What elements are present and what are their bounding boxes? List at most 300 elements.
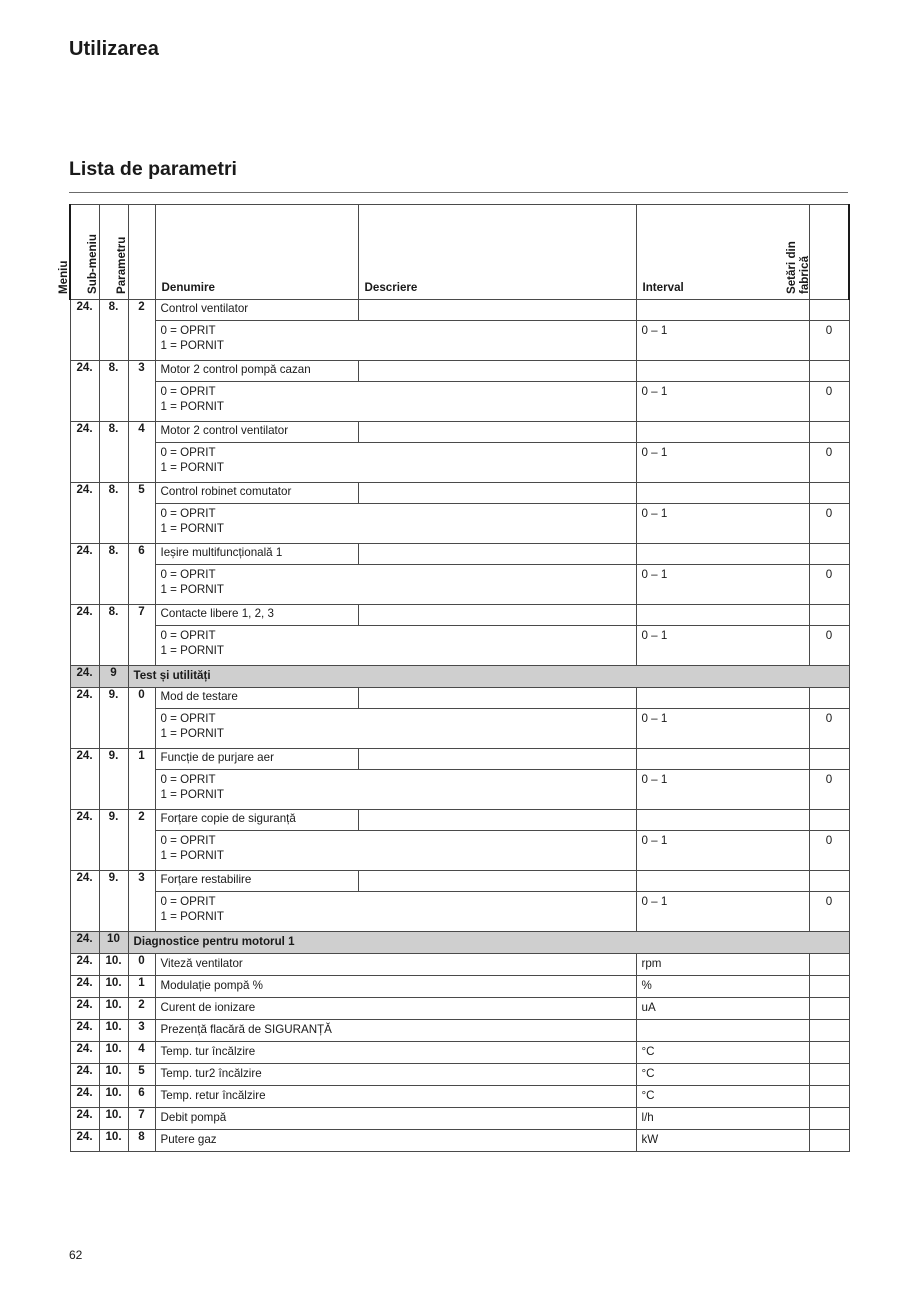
descriere-line-2: 1 = PORNIT [160, 521, 224, 535]
column-header-descriere [358, 205, 636, 300]
cell-setari-empty-text [810, 871, 849, 875]
cell-interval [636, 976, 809, 998]
descriere-line-1: 0 = OPRIT [160, 385, 216, 398]
cell-denumire-text: Motor 2 control ventilator [160, 424, 289, 437]
section-header-label-text: Test și utilități [133, 669, 211, 682]
cell-setari-empty-text [810, 483, 849, 487]
cell-parametru: 4 [128, 422, 155, 483]
cell-descriere-empty-text [359, 544, 636, 548]
cell-denumire-text: Curent de ionizare [160, 1001, 256, 1014]
table-row [70, 998, 849, 1020]
cell-meniu: 24. [70, 954, 99, 976]
cell-parametru: 0 [128, 688, 155, 749]
cell-descriere [155, 321, 636, 361]
cell-setari [809, 504, 849, 544]
table-row [70, 1130, 849, 1152]
cell-parametru: 2 [128, 810, 155, 871]
parameter-list-table [57, 204, 850, 1152]
column-header-parametru [114, 205, 155, 300]
cell-sub-meniu: 10. [99, 1086, 128, 1108]
descriere-line-1: 0 = OPRIT [160, 712, 216, 725]
cell-interval-text: °C [641, 1045, 655, 1058]
cell-descriere-empty [358, 483, 636, 504]
cell-setari-text [810, 998, 849, 1003]
cell-setari-text [810, 1042, 849, 1047]
cell-interval-text: kW [641, 1133, 659, 1146]
cell-meniu: 24. [70, 688, 99, 749]
cell-denumire-text: Temp. tur2 încălzire [160, 1067, 262, 1080]
cell-interval [636, 1130, 809, 1152]
cell-descriere-empty [358, 810, 636, 831]
cell-parametru: 5 [128, 1064, 155, 1086]
cell-setari-text: 0 [825, 629, 833, 642]
title-divider [69, 192, 848, 193]
cell-interval-empty-text [637, 688, 809, 692]
table-row-description [70, 443, 849, 483]
cell-setari [809, 565, 849, 605]
descriere-line-1: 0 = OPRIT [160, 629, 216, 642]
cell-interval-empty-text [637, 300, 809, 304]
cell-sub-meniu: 9. [99, 871, 128, 932]
cell-descriere [155, 770, 636, 810]
cell-descriere-text [156, 565, 636, 602]
cell-denumire-text: Funcție de purjare aer [160, 751, 274, 764]
cell-setari [809, 626, 849, 666]
cell-setari-text: 0 [825, 568, 833, 581]
cell-interval-text: 0 – 1 [641, 773, 668, 786]
cell-sub-meniu: 10. [99, 1064, 128, 1086]
table-row [70, 605, 849, 626]
cell-descriere-empty-text [359, 422, 636, 426]
cell-descriere [155, 709, 636, 749]
cell-sub-meniu: 10. [99, 1108, 128, 1130]
cell-denumire [155, 1130, 636, 1152]
column-header-descriere-label: Descriere [364, 281, 418, 294]
table-section-header-row [70, 932, 849, 954]
column-header-interval-label: Interval [642, 281, 684, 294]
cell-meniu: 24. [70, 1130, 99, 1152]
cell-interval [636, 1064, 809, 1086]
cell-interval-empty-text [637, 871, 809, 875]
descriere-line-2: 1 = PORNIT [160, 726, 224, 740]
column-header-setari-label: Setări din fabrică [784, 241, 811, 294]
cell-meniu: 24. [70, 300, 99, 361]
cell-descriere-text [156, 831, 636, 868]
cell-parametru: 7 [128, 605, 155, 666]
cell-parametru: 2 [128, 300, 155, 361]
cell-descriere-empty-text [359, 300, 636, 304]
cell-sub-meniu: 9. [99, 688, 128, 749]
cell-setari [809, 443, 849, 483]
cell-meniu: 24. [70, 544, 99, 605]
cell-denumire [155, 954, 636, 976]
cell-descriere-text [156, 892, 636, 929]
cell-descriere-text [156, 770, 636, 807]
cell-setari-empty [809, 544, 849, 565]
cell-sub-meniu: 9. [99, 810, 128, 871]
table-row-description [70, 709, 849, 749]
table-row-description [70, 831, 849, 871]
table-row [70, 1042, 849, 1064]
cell-meniu: 24. [70, 666, 99, 688]
cell-setari [809, 1042, 849, 1064]
cell-meniu: 24. [70, 976, 99, 998]
cell-denumire [155, 810, 358, 831]
table-row-description [70, 565, 849, 605]
cell-setari-empty [809, 361, 849, 382]
cell-interval-empty [636, 422, 809, 443]
cell-meniu: 24. [70, 1064, 99, 1086]
cell-denumire-text: Viteză ventilator [160, 957, 243, 970]
section-header-label-text: Diagnostice pentru motorul 1 [133, 935, 295, 948]
cell-denumire [155, 544, 358, 565]
cell-interval-text [637, 1020, 809, 1025]
cell-interval [636, 321, 809, 361]
cell-descriere-empty-text [359, 749, 636, 753]
cell-parametru: 6 [128, 1086, 155, 1108]
cell-setari-empty-text [810, 544, 849, 548]
cell-parametru: 3 [128, 361, 155, 422]
cell-denumire-text: Debit pompă [160, 1111, 227, 1124]
descriere-line-1: 0 = OPRIT [160, 568, 216, 581]
cell-setari [809, 976, 849, 998]
cell-descriere-empty [358, 300, 636, 321]
cell-descriere-empty-text [359, 688, 636, 692]
cell-sub-meniu: 8. [99, 300, 128, 361]
cell-interval [636, 954, 809, 976]
descriere-line-2: 1 = PORNIT [160, 848, 224, 862]
cell-setari-text: 0 [825, 324, 833, 337]
table-body [57, 205, 849, 1152]
cell-interval [636, 626, 809, 666]
cell-interval-text: °C [641, 1089, 655, 1102]
cell-meniu: 24. [70, 1020, 99, 1042]
cell-interval-empty-text [637, 483, 809, 487]
cell-parametru: 3 [128, 871, 155, 932]
cell-descriere [155, 831, 636, 871]
cell-parametru: 1 [128, 976, 155, 998]
cell-meniu: 24. [70, 932, 99, 954]
cell-denumire-text: Modulație pompă % [160, 979, 263, 992]
cell-sub-meniu: 8. [99, 483, 128, 544]
table-row [70, 1020, 849, 1042]
cell-setari-empty-text [810, 300, 849, 304]
cell-setari-text [810, 1064, 849, 1069]
cell-descriere-empty [358, 688, 636, 709]
cell-interval [636, 1020, 809, 1042]
cell-interval [636, 1086, 809, 1108]
cell-descriere-text [156, 321, 636, 358]
cell-denumire [155, 605, 358, 626]
cell-setari-text [810, 1130, 849, 1135]
cell-interval [636, 709, 809, 749]
cell-descriere [155, 443, 636, 483]
cell-setari [809, 709, 849, 749]
cell-interval-text: 0 – 1 [641, 507, 668, 520]
table-row-description [70, 770, 849, 810]
cell-interval [636, 504, 809, 544]
table-section-header-row [70, 666, 849, 688]
cell-interval-empty [636, 300, 809, 321]
cell-interval [636, 443, 809, 483]
cell-setari-empty-text [810, 749, 849, 753]
cell-setari [809, 1130, 849, 1152]
cell-setari-text: 0 [825, 773, 833, 786]
descriere-line-2: 1 = PORNIT [160, 909, 224, 923]
cell-descriere-empty [358, 544, 636, 565]
cell-setari [809, 1108, 849, 1130]
cell-parametru: 5 [128, 483, 155, 544]
cell-denumire-text: Control ventilator [160, 302, 249, 315]
cell-denumire-text: Prezență flacără de SIGURANȚĂ [160, 1023, 332, 1036]
cell-sub-meniu: 10. [99, 998, 128, 1020]
cell-interval [636, 1108, 809, 1130]
cell-interval-text: 0 – 1 [641, 834, 668, 847]
descriere-line-2: 1 = PORNIT [160, 460, 224, 474]
cell-descriere [155, 626, 636, 666]
cell-denumire-text: Ieșire multifuncțională 1 [160, 546, 283, 559]
cell-descriere-text [156, 626, 636, 663]
cell-parametru: 8 [128, 1130, 155, 1152]
cell-interval-text: 0 – 1 [641, 712, 668, 725]
cell-interval-text: 0 – 1 [641, 629, 668, 642]
cell-interval [636, 382, 809, 422]
table-row [70, 976, 849, 998]
descriere-line-1: 0 = OPRIT [160, 773, 216, 786]
cell-denumire [155, 749, 358, 770]
table-row [70, 749, 849, 770]
chapter-title: Utilizarea [69, 38, 159, 60]
cell-sub-meniu: 8. [99, 544, 128, 605]
cell-setari-text [810, 1108, 849, 1113]
cell-denumire-text: Forțare restabilire [160, 873, 252, 886]
descriere-line-2: 1 = PORNIT [160, 643, 224, 657]
table-header-row [70, 205, 849, 300]
cell-sub-meniu: 8. [99, 422, 128, 483]
table-row-description [70, 382, 849, 422]
cell-sub-meniu: 10. [99, 1020, 128, 1042]
cell-denumire [155, 1086, 636, 1108]
cell-interval-text: 0 – 1 [641, 385, 668, 398]
cell-sub-meniu: 9. [99, 749, 128, 810]
cell-denumire [155, 422, 358, 443]
cell-setari-text: 0 [825, 712, 833, 725]
cell-denumire-text: Mod de testare [160, 690, 238, 703]
cell-interval-empty [636, 361, 809, 382]
cell-parametru: 2 [128, 998, 155, 1020]
cell-denumire [155, 1042, 636, 1064]
cell-descriere-empty [358, 749, 636, 770]
cell-meniu: 24. [70, 1108, 99, 1130]
cell-descriere-empty [358, 361, 636, 382]
cell-parametru: 4 [128, 1042, 155, 1064]
descriere-line-2: 1 = PORNIT [160, 582, 224, 596]
cell-denumire [155, 1064, 636, 1086]
cell-interval-text: rpm [641, 957, 662, 970]
section-header-label [128, 932, 849, 954]
cell-denumire-text: Motor 2 control pompă cazan [160, 363, 311, 376]
cell-denumire [155, 998, 636, 1020]
cell-parametru: 7 [128, 1108, 155, 1130]
cell-interval-text: l/h [641, 1111, 654, 1124]
cell-descriere-empty [358, 605, 636, 626]
cell-denumire-text: Temp. retur încălzire [160, 1089, 266, 1102]
cell-setari-empty [809, 300, 849, 321]
column-header-parametru-label: Parametru [114, 236, 128, 294]
cell-descriere-empty [358, 871, 636, 892]
cell-denumire [155, 976, 636, 998]
descriere-line-1: 0 = OPRIT [160, 834, 216, 847]
cell-meniu: 24. [70, 1086, 99, 1108]
cell-meniu: 24. [70, 1042, 99, 1064]
cell-setari-empty [809, 688, 849, 709]
cell-setari-empty [809, 871, 849, 892]
cell-denumire [155, 1108, 636, 1130]
cell-setari [809, 831, 849, 871]
cell-setari [809, 1086, 849, 1108]
cell-meniu: 24. [70, 871, 99, 932]
column-header-denumire-label: Denumire [161, 281, 215, 294]
descriere-line-1: 0 = OPRIT [160, 895, 216, 908]
cell-interval-empty [636, 605, 809, 626]
cell-sub-meniu: 10. [99, 1130, 128, 1152]
cell-descriere [155, 565, 636, 605]
column-header-setari-din-fabrica [784, 205, 849, 300]
cell-setari-empty-text [810, 688, 849, 692]
cell-setari-text [810, 954, 849, 959]
page-title: Lista de parametri [69, 158, 237, 180]
cell-meniu: 24. [70, 998, 99, 1020]
descriere-line-1: 0 = OPRIT [160, 446, 216, 459]
table-row [70, 544, 849, 565]
cell-interval-empty-text [637, 422, 809, 426]
cell-sub-meniu: 10 [99, 932, 128, 954]
cell-denumire [155, 1020, 636, 1042]
cell-setari [809, 1064, 849, 1086]
cell-sub-meniu: 10. [99, 1042, 128, 1064]
cell-setari-empty-text [810, 605, 849, 609]
cell-interval-text: 0 – 1 [641, 895, 668, 908]
cell-setari-empty-text [810, 810, 849, 814]
cell-interval [636, 831, 809, 871]
table-row [70, 483, 849, 504]
cell-interval-text: 0 – 1 [641, 568, 668, 581]
table-row [70, 422, 849, 443]
table-row [70, 954, 849, 976]
cell-meniu: 24. [70, 749, 99, 810]
cell-setari [809, 1020, 849, 1042]
cell-meniu: 24. [70, 422, 99, 483]
cell-setari [809, 954, 849, 976]
cell-interval [636, 998, 809, 1020]
cell-meniu: 24. [70, 361, 99, 422]
cell-setari-text: 0 [825, 385, 833, 398]
cell-setari [809, 892, 849, 932]
cell-denumire-text: Putere gaz [160, 1133, 217, 1146]
section-header-label [128, 666, 849, 688]
table-row-description [70, 626, 849, 666]
table-row [70, 688, 849, 709]
cell-descriere-text [156, 443, 636, 480]
cell-interval-empty-text [637, 605, 809, 609]
table-row [70, 1108, 849, 1130]
cell-parametru: 0 [128, 954, 155, 976]
cell-meniu: 24. [70, 605, 99, 666]
cell-sub-meniu: 9 [99, 666, 128, 688]
cell-interval-empty [636, 810, 809, 831]
cell-interval-empty-text [637, 361, 809, 365]
cell-interval [636, 1042, 809, 1064]
cell-descriere-empty-text [359, 361, 636, 365]
cell-interval-empty [636, 749, 809, 770]
cell-descriere-empty [358, 422, 636, 443]
cell-descriere-text [156, 382, 636, 419]
cell-interval-text: % [641, 979, 652, 992]
cell-interval [636, 565, 809, 605]
cell-parametru: 6 [128, 544, 155, 605]
descriere-line-2: 1 = PORNIT [160, 787, 224, 801]
cell-denumire [155, 300, 358, 321]
cell-sub-meniu: 10. [99, 976, 128, 998]
cell-denumire [155, 688, 358, 709]
cell-interval-empty-text [637, 810, 809, 814]
cell-setari-text: 0 [825, 446, 833, 459]
cell-denumire [155, 361, 358, 382]
column-header-denumire [155, 205, 358, 300]
cell-setari-text [810, 1020, 849, 1025]
cell-denumire [155, 871, 358, 892]
cell-setari-empty [809, 749, 849, 770]
column-header-sub-meniu-label: Sub-meniu [85, 234, 99, 294]
cell-descriere-text [156, 504, 636, 541]
cell-setari-empty-text [810, 361, 849, 365]
cell-setari-text [810, 976, 849, 981]
cell-setari-empty-text [810, 422, 849, 426]
cell-setari [809, 382, 849, 422]
cell-setari-text [810, 1086, 849, 1091]
cell-denumire-text: Temp. tur încălzire [160, 1045, 256, 1058]
cell-descriere-empty-text [359, 483, 636, 487]
cell-descriere [155, 892, 636, 932]
cell-interval [636, 770, 809, 810]
cell-meniu: 24. [70, 810, 99, 871]
cell-interval-empty [636, 544, 809, 565]
table-row [70, 361, 849, 382]
cell-interval-text: uA [641, 1001, 656, 1014]
cell-descriere-empty-text [359, 871, 636, 875]
cell-setari [809, 998, 849, 1020]
cell-interval-empty [636, 688, 809, 709]
cell-interval [636, 892, 809, 932]
cell-setari-text: 0 [825, 507, 833, 520]
column-header-meniu-label: Meniu [57, 260, 71, 294]
table-row [70, 1086, 849, 1108]
cell-descriere-text [156, 709, 636, 746]
descriere-line-1: 0 = OPRIT [160, 507, 216, 520]
cell-descriere-empty-text [359, 605, 636, 609]
cell-interval-text: 0 – 1 [641, 324, 668, 337]
descriere-line-2: 1 = PORNIT [160, 338, 224, 352]
cell-meniu: 24. [70, 483, 99, 544]
cell-setari [809, 770, 849, 810]
cell-interval-text: °C [641, 1067, 655, 1080]
cell-sub-meniu: 8. [99, 605, 128, 666]
table-row-description [70, 321, 849, 361]
cell-interval-text: 0 – 1 [641, 446, 668, 459]
cell-setari-text: 0 [825, 834, 833, 847]
table-row-description [70, 892, 849, 932]
cell-sub-meniu: 8. [99, 361, 128, 422]
